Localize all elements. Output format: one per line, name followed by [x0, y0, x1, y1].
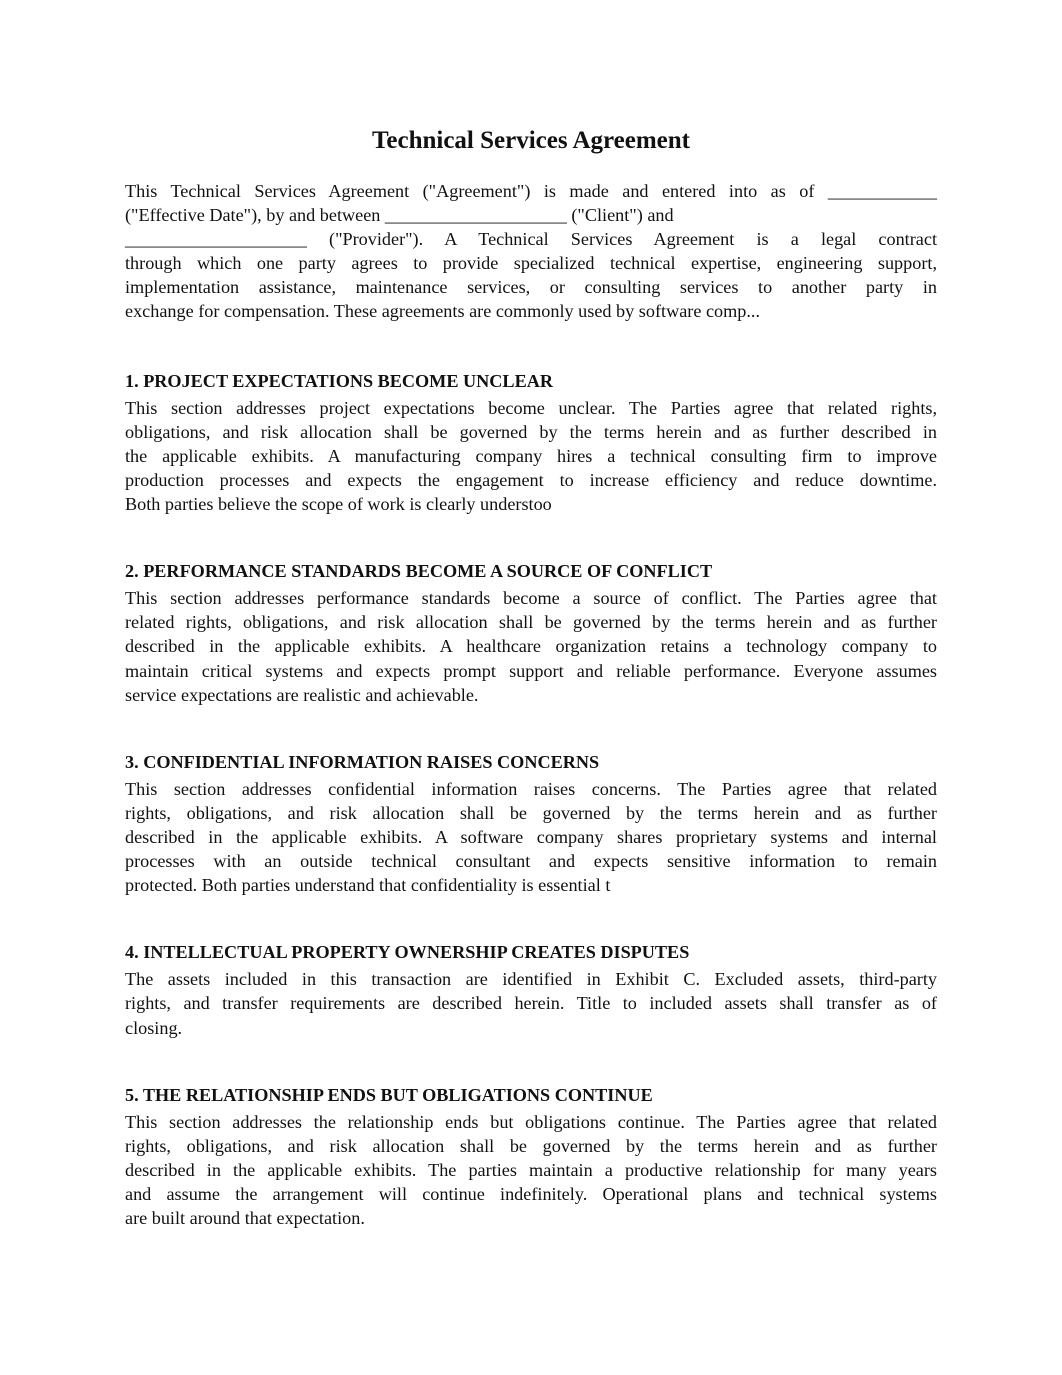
section-5 — [125, 1083, 937, 1231]
section-line: described in the applicable exhibits. A software company shares proprietary systems and internal — [125, 826, 937, 847]
section-line: rights, obligations, and risk allocation shall be governed by the terms herein and as further — [125, 1135, 937, 1156]
section-line: described in the applicable exhibits. A healthcare organization retains a technology company to — [125, 636, 937, 657]
intro-line: ____________________ ("Provider"). A Technical Services Agreement is a legal contract — [125, 229, 937, 250]
document-body — [125, 179, 937, 1230]
section-line: This section addresses performance standards become a source of conflict. The Parties agree that — [125, 588, 937, 609]
section-line: maintain critical systems and expects prompt support and reliable performance. Everyone assumes — [125, 660, 937, 681]
section-line: and assume the arrangement will continue indefinitely. Operational plans and technical systems — [125, 1184, 937, 1204]
section-line: the applicable exhibits. A manufacturing company hires a technical consulting firm to improve — [125, 445, 937, 466]
section-line: This section addresses the relationship ends but obligations continue. The Parties agree that related — [125, 1111, 937, 1132]
section-heading: 4. INTELLECTUAL PROPERTY OWNERSHIP CREATES DISPUTES — [125, 942, 690, 963]
section-line: rights, obligations, and risk allocation shall be governed by the terms herein and as further — [125, 802, 937, 823]
section-heading: 3. CONFIDENTIAL INFORMATION RAISES CONCERNS — [125, 751, 600, 772]
document-title: Technical Services Agreement — [372, 127, 690, 154]
section-4 — [125, 940, 937, 1039]
section-heading: 5. THE RELATIONSHIP ENDS BUT OBLIGATIONS CONTINUE — [125, 1084, 653, 1105]
section-1 — [125, 369, 937, 517]
section-line: processes with an outside technical consultant and expects sensitive information to remain — [125, 851, 937, 872]
intro-line: through which one party agrees to provide specialized technical expertise, engineering support, — [125, 253, 937, 274]
intro-line: This Technical Services Agreement ("Agreement") is made and entered into as of ____________ — [125, 181, 937, 201]
section-2 — [125, 559, 937, 707]
intro-line: ("Effective Date"), by and between ____________________ ("Client") and — [125, 205, 674, 226]
section-line: This section addresses project expectations become unclear. The Parties agree that related rights, — [125, 397, 937, 418]
section-line: described in the applicable exhibits. The parties maintain a productive relationship for many years — [125, 1159, 937, 1180]
section-line: are built around that expectation. — [125, 1208, 365, 1229]
section-line: obligations, and risk allocation shall be governed by the terms herein and as further described in — [125, 421, 937, 442]
section-line: This section addresses confidential information raises concerns. The Parties agree that related — [125, 778, 937, 799]
section-line: The assets included in this transaction are identified in Exhibit C. Excluded assets, third-party — [125, 969, 937, 990]
section-3 — [125, 750, 937, 898]
section-line: rights, and transfer requirements are described herein. Title to included assets shall transfer as of — [125, 993, 937, 1014]
section-line: related rights, obligations, and risk allocation shall be governed by the terms herein and as further — [125, 612, 937, 633]
intro-line: exchange for compensation. These agreements are commonly used by software comp... — [125, 301, 760, 322]
section-heading: 1. PROJECT EXPECTATIONS BECOME UNCLEAR — [125, 370, 553, 391]
intro-line: implementation assistance, maintenance services, or consulting services to another party in — [125, 277, 937, 298]
section-line: service expectations are realistic and achievable. — [125, 684, 479, 705]
section-line: closing. — [125, 1017, 183, 1038]
intro-paragraph — [125, 179, 937, 324]
section-heading: 2. PERFORMANCE STANDARDS BECOME A SOURCE OF CONFLICT — [125, 561, 713, 582]
section-line: protected. Both parties understand that confidentiality is essential t — [125, 875, 611, 896]
section-line: production processes and expects the engagement to increase efficiency and reduce downtime. — [125, 469, 937, 490]
section-line: Both parties believe the scope of work is clearly understoo — [125, 494, 552, 515]
